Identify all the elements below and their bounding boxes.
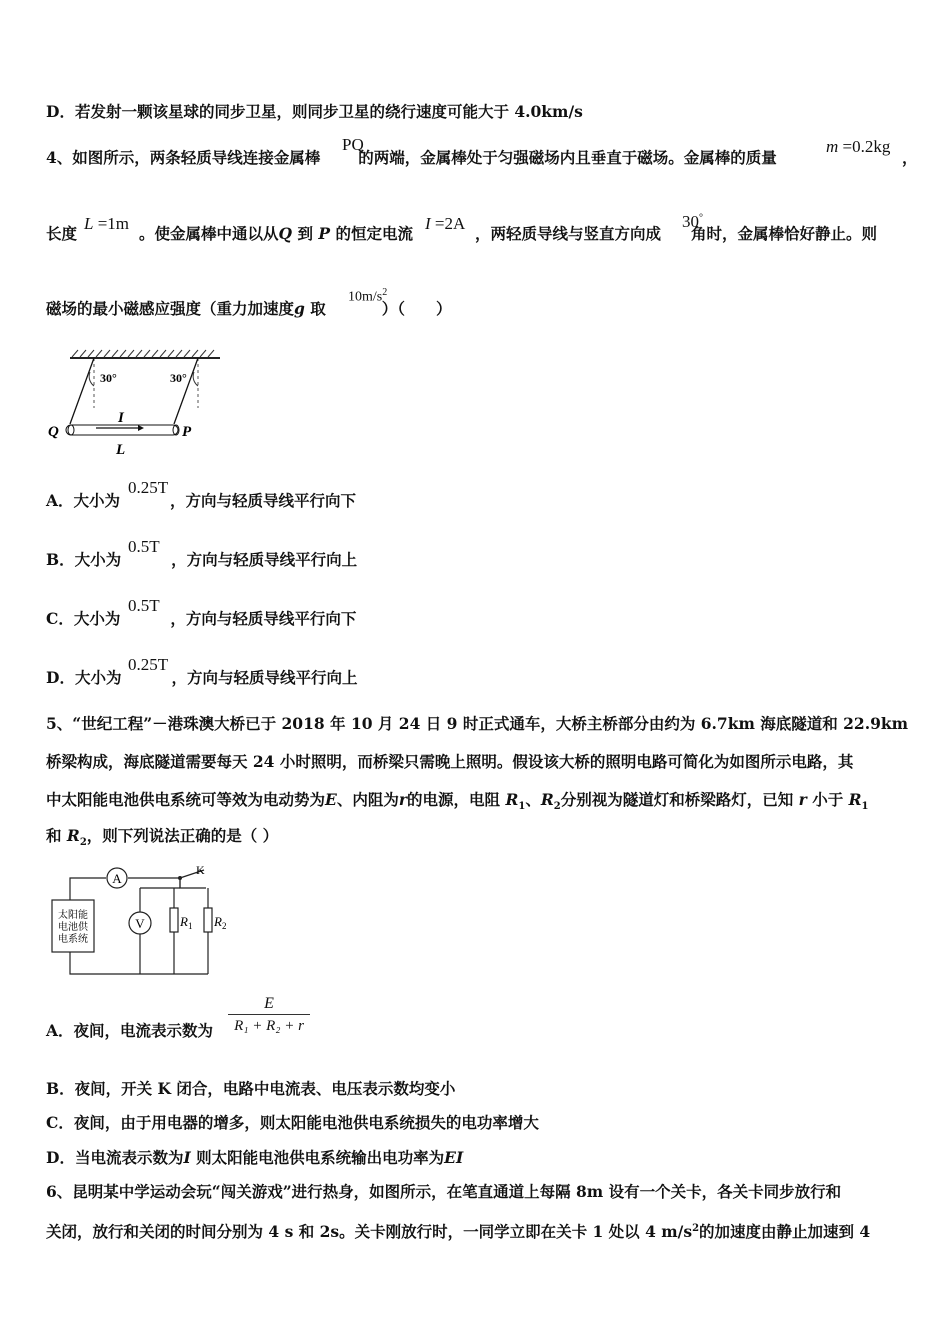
q6-line1: 6、昆明某中学运动会玩“闯关游戏”进行热身，如图所示，在笔直通道上每隔 8m 设有一个关卡，各关卡同步放行和 (46, 1182, 842, 1201)
fraction-numerator: E (264, 995, 274, 1012)
length-label: L (116, 442, 126, 458)
q4-length-formula: L =1m (84, 214, 130, 233)
switch-label: K (196, 863, 205, 877)
left-angle-arc (89, 372, 94, 386)
q4-angle: 30° (682, 212, 703, 231)
q4-mass-formula: m =0.2kg (826, 137, 891, 156)
q5-option-b: B．夜间，开关 K 闭合，电路中电流表、电压表示数均变小 (46, 1079, 456, 1098)
q5-option-a-fraction (228, 994, 310, 1037)
q3-option-d: D．若发射一颗该星球的同步卫星，则同步卫星的绕行速度可能大于 4.0km/s (46, 102, 583, 121)
q4-line1: 4、如图所示，两条轻质导线连接金属棒 的两端，金属棒处于匀强磁场内且垂直于磁场。金属棒的质量 (46, 148, 777, 167)
q4-option-d-value: 0.25T (128, 655, 169, 674)
q4-option-a: A．大小为 ，方向与轻质导线平行向下 (46, 491, 357, 510)
q4-line3: 磁场的最小磁感应强度（重力加速度g 取 ）（ ） (46, 299, 452, 318)
right-angle-label: 30° (170, 371, 187, 385)
q4-option-b-value: 0.5T (128, 537, 160, 556)
end-label-p: P (182, 424, 192, 440)
fraction-denominator: R₁ + R₂ + r (228, 1014, 310, 1037)
q5-line2: 桥梁构成，海底隧道需要每天 24 小时照明，而桥梁只需晚上照明。假设该大桥的照明电路可简化为如图所示电路，其 (46, 752, 854, 771)
q5-line3: 中太阳能电池供电系统可等效为电动势为E、内阻为r的电源，电阻 $R_1$、$R_2$分别视为隧道灯和桥梁路灯，已知 r 小于 $R_1$ (46, 790, 869, 813)
switch-pivot (178, 876, 182, 880)
q4-current-formula: I =2A (425, 214, 466, 233)
q4-option-c: C．大小为 ，方向与轻质导线平行向下 (46, 609, 357, 628)
resistor-r1 (170, 908, 178, 932)
source-label-2: 电池供 (58, 922, 88, 933)
q5-option-c: C．夜间，由于用电器的增多，则太阳能电池供电系统损失的电功率增大 (46, 1113, 539, 1132)
q4-gravity-value: $10m/s^2$ (348, 287, 388, 305)
right-wire (174, 358, 198, 424)
current-label: I (118, 410, 124, 426)
metal-rod (66, 425, 178, 435)
q5-option-a: A．夜间，电流表示数为 (46, 1021, 214, 1040)
ammeter-label: A (112, 871, 122, 886)
q4-line1-comma: ， (902, 148, 918, 167)
left-wire (70, 358, 94, 424)
end-label-q: Q (48, 424, 59, 440)
q4-option-a-value: 0.25T (128, 478, 169, 497)
voltmeter-label: V (135, 916, 145, 931)
right-angle-arc (193, 372, 198, 386)
q5-circuit-figure (46, 860, 236, 978)
q4-option-d: D．大小为 ，方向与轻质导线平行向上 (46, 668, 358, 687)
r1-label: $R_1$ (180, 914, 193, 931)
q5-line1: 5、“世纪工程”－港珠澳大桥已于 2018 年 10 月 24 日 9 时正式通车，大桥主桥部分由约为 6.7km 海底隧道和 22.9km (46, 714, 909, 733)
q4-option-b: B．大小为 ，方向与轻质导线平行向上 (46, 550, 358, 569)
resistor-r2 (204, 908, 212, 932)
q4-option-c-value: 0.5T (128, 596, 160, 615)
q4-line2: 长度 。使金属棒中通以从Q 到 P 的恒定电流 ，两轻质导线与竖直方向成 角时，金属棒恰好静止。则 (46, 224, 877, 243)
left-angle-label: 30° (100, 371, 117, 385)
source-label-1: 太阳能 (58, 910, 88, 921)
q5-line4: 和 $R_2$，则下列说法正确的是（ ） (46, 826, 279, 849)
q5-option-d: D．当电流表示数为I 则太阳能电池供电系统输出电功率为EI (46, 1148, 464, 1167)
ceiling (70, 350, 220, 358)
q4-figure (46, 346, 236, 458)
q4-pq-symbol: PQ (342, 135, 364, 154)
q6-line2: 关闭，放行和关闭的时间分别为 4 s 和 2s。关卡刚放行时，一同学立即在关卡 1 处以 4 $m/s^2$的加速度由静止加速到 4 (46, 1222, 871, 1242)
r2-label: $R_2$ (214, 914, 227, 931)
source-label-3: 电系统 (58, 934, 88, 945)
